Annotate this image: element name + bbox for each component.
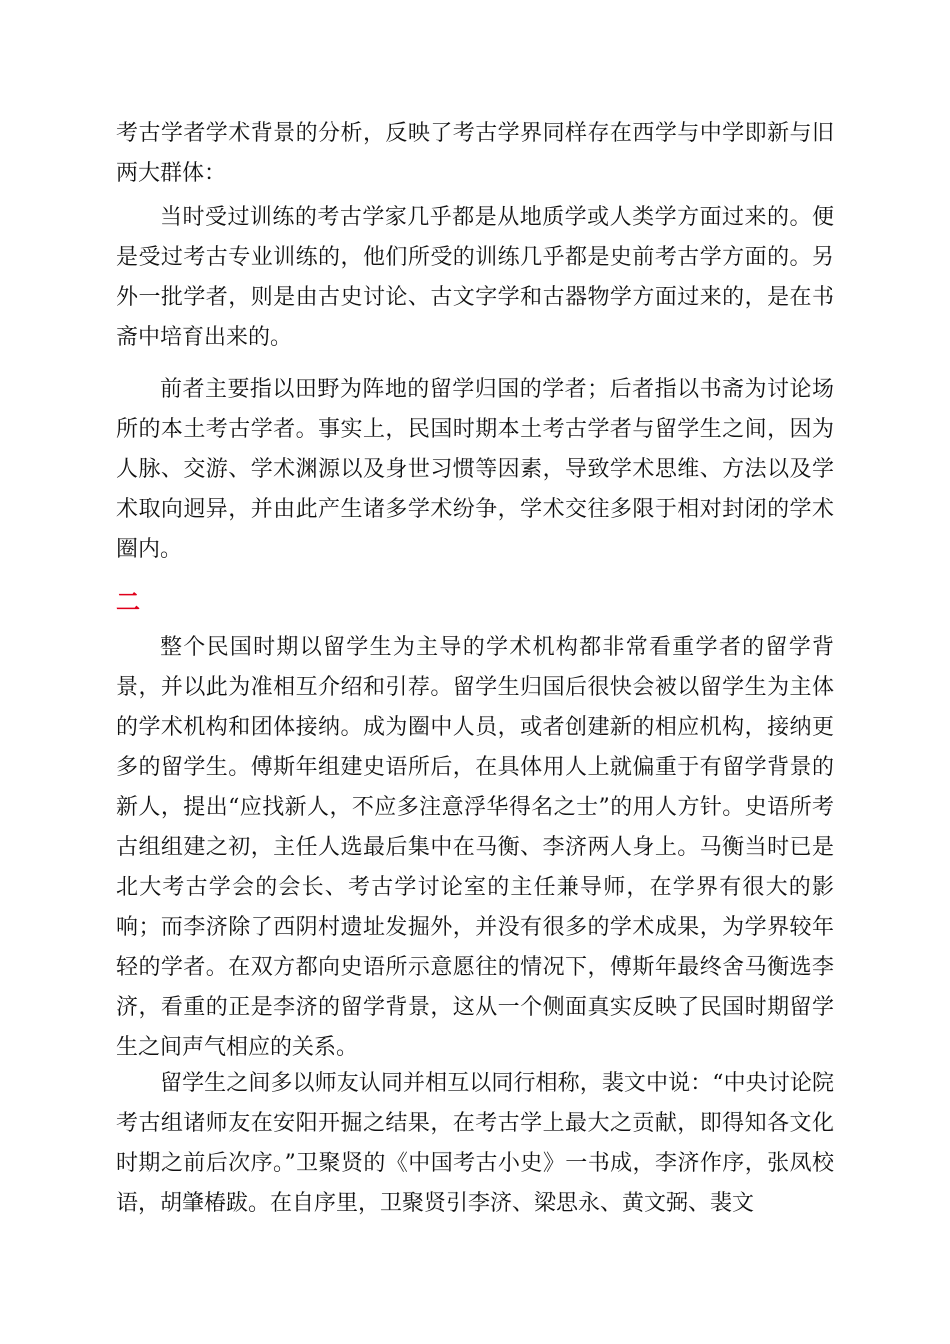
paragraph-intro: 考古学者学术背景的分析，反映了考古学界同样存在西学与中学即新与旧两大群体： [116, 121, 834, 186]
paragraph-institutions: 整个民国时期以留学生为主导的学术机构都非常看重学者的留学背景，并以此为准相互介绍和引荐。留学生归国后很快会被以留学生为主体的学术机构和团体接纳。成为圈中人员，或者创建新的相应机构，接纳更多的留学生。傅斯年组建史语所后，在具体用人上就偏重于有留学背景的新人，提出“应找新人，不应多注意浮华得名之士”的用人方针。史语所考古组组建之初，主任人选最后集中在马衡、李济两人身上。马衡当时已是北大考古学会的会长、考古学讨论室的主任兼导师，在学界有很大的影响；而李济除了西阴村遗址发掘外，并没有很多的学术成果，为学界较年轻的学者。在双方都向史语所示意愿往的情况下，傅斯年最终舍马衡选李济，看重的正是李济的留学背景，这从一个侧面真实反映了民国时期留学生之间声气相应的关系。 [116, 635, 834, 1060]
section-heading: 二 [116, 588, 140, 616]
paragraph-quote: 当时受过训练的考古学家几乎都是从地质学或人类学方面过来的。便是受过考古专业训练的，他们所受的训练几乎都是史前考古学方面的。另外一批学者，则是由古史讨论、古文字学和古器物学方面过来的，是在书斋中培育出来的。 [116, 205, 834, 350]
paragraph-mentors: 留学生之间多以师友认同并相互以同行相称，裴文中说：“中央讨论院考古组诸师友在安阳开掘之结果，在考古学上最大之贡献，即得知各文化时期之前后次序。”卫聚贤的《中国考古小史》一书成，李济作序，张凤校语，胡肇椿跋。在自序里，卫聚贤引李济、梁思永、黄文弼、裴文 [116, 1071, 834, 1216]
paragraph-analysis: 前者主要指以田野为阵地的留学归国的学者；后者指以书斋为讨论场所的本土考古学者。事实上，民国时期本土考古学者与留学生之间，因为人脉、交游、学术渊源以及身世习惯等因素，导致学术思维、方法以及学术取向迥异，并由此产生诸多学术纷争，学术交往多限于相对封闭的学术圈内。 [116, 377, 834, 562]
